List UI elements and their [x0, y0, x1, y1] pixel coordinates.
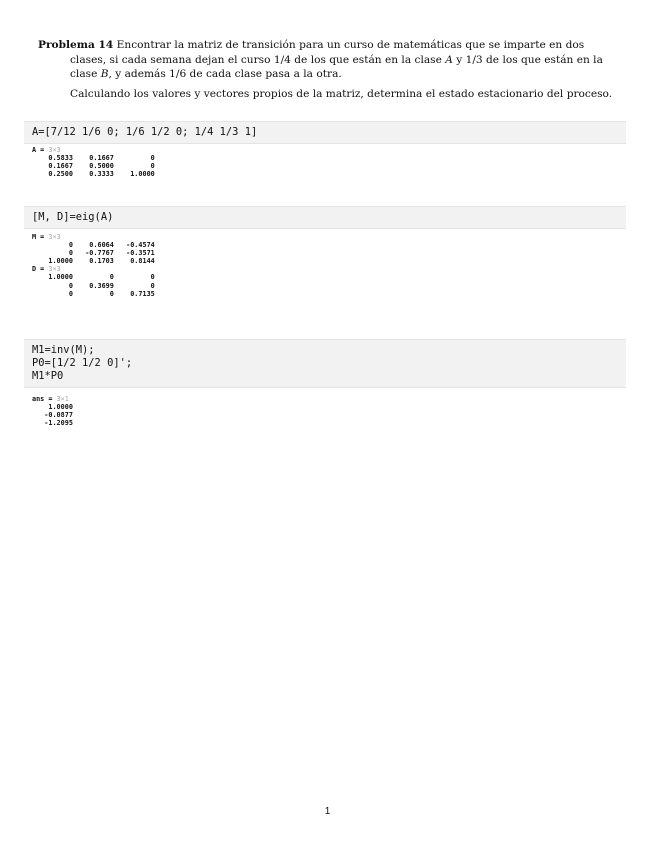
page-number: 1: [324, 806, 331, 817]
problem-text-a: Encontrar la matriz de transición para un curso de matemáticas que se imparte en dos clases, si cada semana dejan el curso 1/4 de los que están en la clase: [70, 39, 585, 66]
output-a: [32, 146, 155, 178]
output-d-var: D =: [32, 265, 49, 274]
problem-paragraph-1: [38, 38, 618, 82]
output-ans-var: ans =: [32, 395, 57, 403]
problem-statement: [38, 38, 618, 101]
class-b-label: B: [100, 68, 109, 80]
output-m-dims: 3×3: [48, 233, 61, 241]
output-m-matrix: 0 0.6064 -0.4574 0 -0.7767 -0.3571 1.0000 0.1703 0.8144: [48, 241, 155, 266]
code-cell-3[interactable]: M1=inv(M); P0=[1/2 1/2 0]'; M1*P0: [24, 339, 626, 388]
output-ans-dims: 3×1: [56, 395, 69, 403]
code-cell-2[interactable]: [M, D]=eig(A): [24, 206, 626, 229]
problem-paragraph-2: Calculando los valores y vectores propios de la matriz, determina el estado estacionario del proceso.: [70, 87, 613, 100]
output-m-var: M =: [32, 233, 49, 241]
output-ans: [32, 395, 73, 427]
output-ans-vector: 1.0000 -0.0877 -1.2095: [44, 403, 73, 428]
problem-text-b: y 1/3 de los que están en la clase: [70, 53, 603, 80]
problem-title: Problema 14: [38, 39, 114, 51]
output-d-matrix: 1.0000 0 0 0 0.3699 0 0 0 0.7135: [48, 273, 155, 298]
class-a-label: A: [445, 53, 453, 66]
output-a-matrix: 0.5833 0.1667 0 0.1667 0.5000 0 0.2500 0.3333 1.0000: [48, 154, 155, 179]
output-a-dims: 3×3: [48, 146, 61, 154]
output-d-dims: 3×3: [48, 265, 61, 274]
output-a-var: A =: [32, 146, 49, 154]
output-m: [32, 233, 155, 298]
code-cell-1[interactable]: A=[7/12 1/6 0; 1/6 1/2 0; 1/4 1/3 1]: [24, 121, 626, 144]
problem-text-c: , y además 1/6 de cada clase pasa a la otra.: [108, 68, 342, 80]
